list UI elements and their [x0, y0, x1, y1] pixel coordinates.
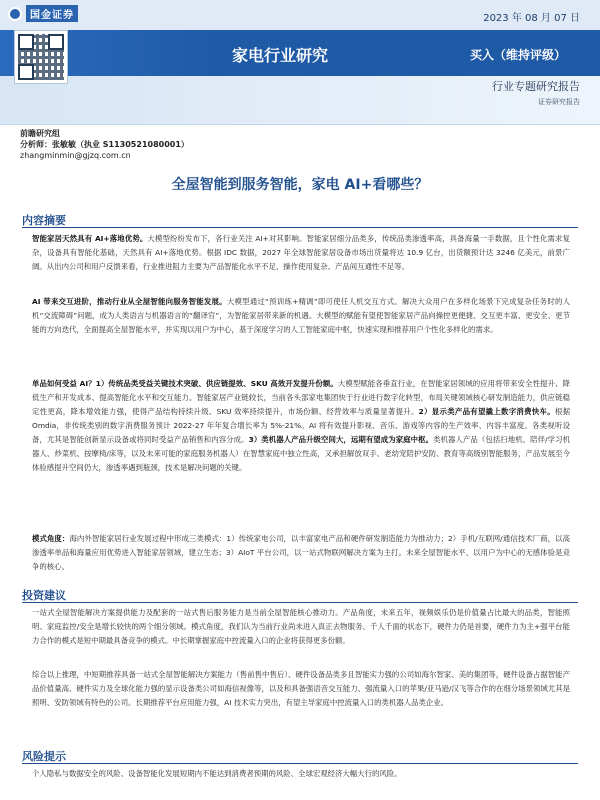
- paragraph-text: 个人隐私与数据安全的风险、设备智能化发展短期内不能达到消费者预期的风险、全球宏观经济大幅大行的风险。: [32, 769, 402, 778]
- paragraph-lead: 2）显示类产品有望撬上数字消费快车。: [418, 407, 555, 416]
- paragraph-text: 综合以上推理，中短期推荐具备一站式全屋智能解决方案能力（售前售中售后）、硬件设备品类多且智能实力强的公司如海尔智家、美的集团等，硬件设备占据智能产品价值量高、硬件实力及全球化能力强的显示设备类公司如海信视像等，以及和具备强语音交互能力、强流量入口的苹果/亚马逊/汉飞等合作的在细分场景领域尤其是照明、安防领域有特色的公司。长期推荐平台应用能力强，AI 技术实力突出，有望主导家庭中控流量入口的类机器人品类企业。: [32, 670, 570, 707]
- paragraph-text: 类机器人产品（包括扫地机、陪伴/学习机器人、炒菜机、按摩椅/床等，以及未来可能的家庭服务机器人）在智慧家庭中独立性高，又承担解放双手、老幼宠陪护安防、教育等高级别智能服务，产品发展至今体验感提升空间仍大，渗透率遇到瓶颈，技术是解决问题的关键。: [32, 435, 570, 472]
- paragraph-text: 大模型赋能各垂直行业，在智能家居领域的应用将带来安全性提升、降低生产和开发成本、提高智能化水平和交互能力。智能家居产业链较长，当前各头部家电集团快于行业进行数字化转型，布局关键领域核心研发制造能力，供应链稳定性更高，降本增效能力强，使得产品结构持续升级、SKU 效率持续提升，市场份额、经营效率与质量显著提升。: [32, 379, 570, 416]
- invest-paragraph-2: [32, 668, 570, 710]
- summary-divider: [22, 227, 578, 228]
- summary-title: 内容摘要: [22, 214, 66, 227]
- paragraph-lead: 智能家居天然具有 AI+落地优势。: [32, 234, 148, 243]
- report-title: 家电行业研究: [232, 46, 329, 65]
- paragraph-lead: 单品如何受益 AI？1）传统品类受益关键技术突破、供应链提效、SKU 高效开发提升份额。: [32, 379, 338, 388]
- report-type: 行业专题研究报告: [492, 80, 580, 93]
- analyst-name: 分析师：张敏敏（执业 S1130521080001）: [20, 140, 189, 149]
- paragraph-lead: 3）类机器人产品升级空间大，远期有望成为家庭中枢。: [248, 435, 434, 444]
- report-subtitle: 证券研究报告: [538, 98, 580, 106]
- rating-badge: 买入（维持评级）: [469, 48, 566, 62]
- qr-corner: [18, 64, 34, 80]
- paragraph-lead: AI 带来交互进阶，推动行业从全屋智能向服务智能发展。: [32, 297, 227, 306]
- paragraph-lead: 模式角度：: [32, 534, 70, 543]
- logo-mark-icon: [8, 7, 22, 21]
- qr-code-icon: [14, 30, 68, 84]
- paragraph-text: 海内外智能家居行业发展过程中形成三类模式：1）传统家电公司，以丰富家电产品和硬件研发制造能力为推动力；2）手机/互联网/通信技术厂商，以高渗透率单品和海量应用优势进入智能家居领域，建立生态；3）AIoT 平台公司，以一站式物联网解决方案为主打。未来全屋智能水平、以用户为中心的无感体验是竞争的核心。: [32, 534, 570, 571]
- summary-paragraph-3: [32, 377, 570, 475]
- invest-paragraph-1: [32, 606, 570, 648]
- risk-title: 风险提示: [22, 750, 66, 763]
- company-logo: [8, 5, 78, 22]
- report-headline: 全屋智能到服务智能，家电 AI+看哪些？: [171, 177, 429, 193]
- analyst-info: [20, 128, 189, 161]
- paragraph-text: 一站式全屋智能解决方案提供能力及配套的一站式售后服务能力是当前全屋智能核心推动力。产品角度，未来五年，视频娱乐仍是价值量占比最大的品类，智能照明、家庭监控/安全是增长较快的两个细分领域。模式角度，我们认为当前行业尚未进入真正去物服务、千人千面的状态下，硬件力仍是首要，硬件力为主+强平台能力合作的模式是短中期最具备竞争的模式。中长期掌握家庭中控流量入口的企业将获得更多份额。: [32, 608, 570, 645]
- paragraph-text: 根据 Omdia，非传统类别的数字消费服务预计 2022-27 年年复合增长率为 5%-21%。AI 将有效提升影视、音乐、游戏等内容的生产效率、内容丰富度。各类视听设备，尤其是智能创新显示设备或将同时受益产品销售和内容分成。: [32, 407, 570, 444]
- summary-paragraph-2: [32, 295, 570, 337]
- analyst-email[interactable]: zhangminmin@gjzq.com.cn: [20, 151, 131, 160]
- summary-paragraph-1: [32, 232, 570, 274]
- logo-text: 国金证券: [26, 5, 78, 22]
- qr-corner: [18, 34, 34, 50]
- report-date: 2023 年 08 月 07 日: [483, 13, 580, 24]
- risk-divider: [22, 763, 578, 764]
- paragraph-text: 大模型纷纷发布下，各行业关注 AI+对其影响。智能家居细分品类多，传统品类渗透率高，具备海量一手数据，且个性化需求复杂，设备具有智能化基础，天然具有 AI+落地优势。根据 IDC 数据，2027 年全球智能家居设备市场出货量将达 10.9 亿台，出货额预计达 3246 亿美元，前景广阔。从出内公司和用户反馈来看，行业推进阻力主要为产品智能化水平不足、操作使用复杂、产品间互通性不足等。: [32, 234, 570, 271]
- summary-paragraph-4: [32, 532, 570, 574]
- research-group: 前瞻研究组: [20, 129, 60, 138]
- invest-divider: [22, 602, 578, 603]
- qr-corner: [48, 34, 64, 50]
- invest-title: 投资建议: [22, 589, 66, 602]
- risk-paragraph: [32, 767, 570, 781]
- paragraph-text: 大模型通过“预训练+精调”即可使任人机交互方式。解决大众用户在多样化场景下完成复杂任务时的人机“交流障碍”问题，成为人类语言与机器语言的“翻译官”，为智能家居带来新的机遇。大模型的赋能有望使智能家居产品向操控更便捷、交互更丰富、更安全、更节能的方向迭代，全面提高全屋智能水平，并实现以用户为中心，基于深度学习的人工智能家庭中枢，快速实现和推荐用户个性化多样化的需求。: [32, 297, 571, 334]
- report-header: [0, 0, 600, 125]
